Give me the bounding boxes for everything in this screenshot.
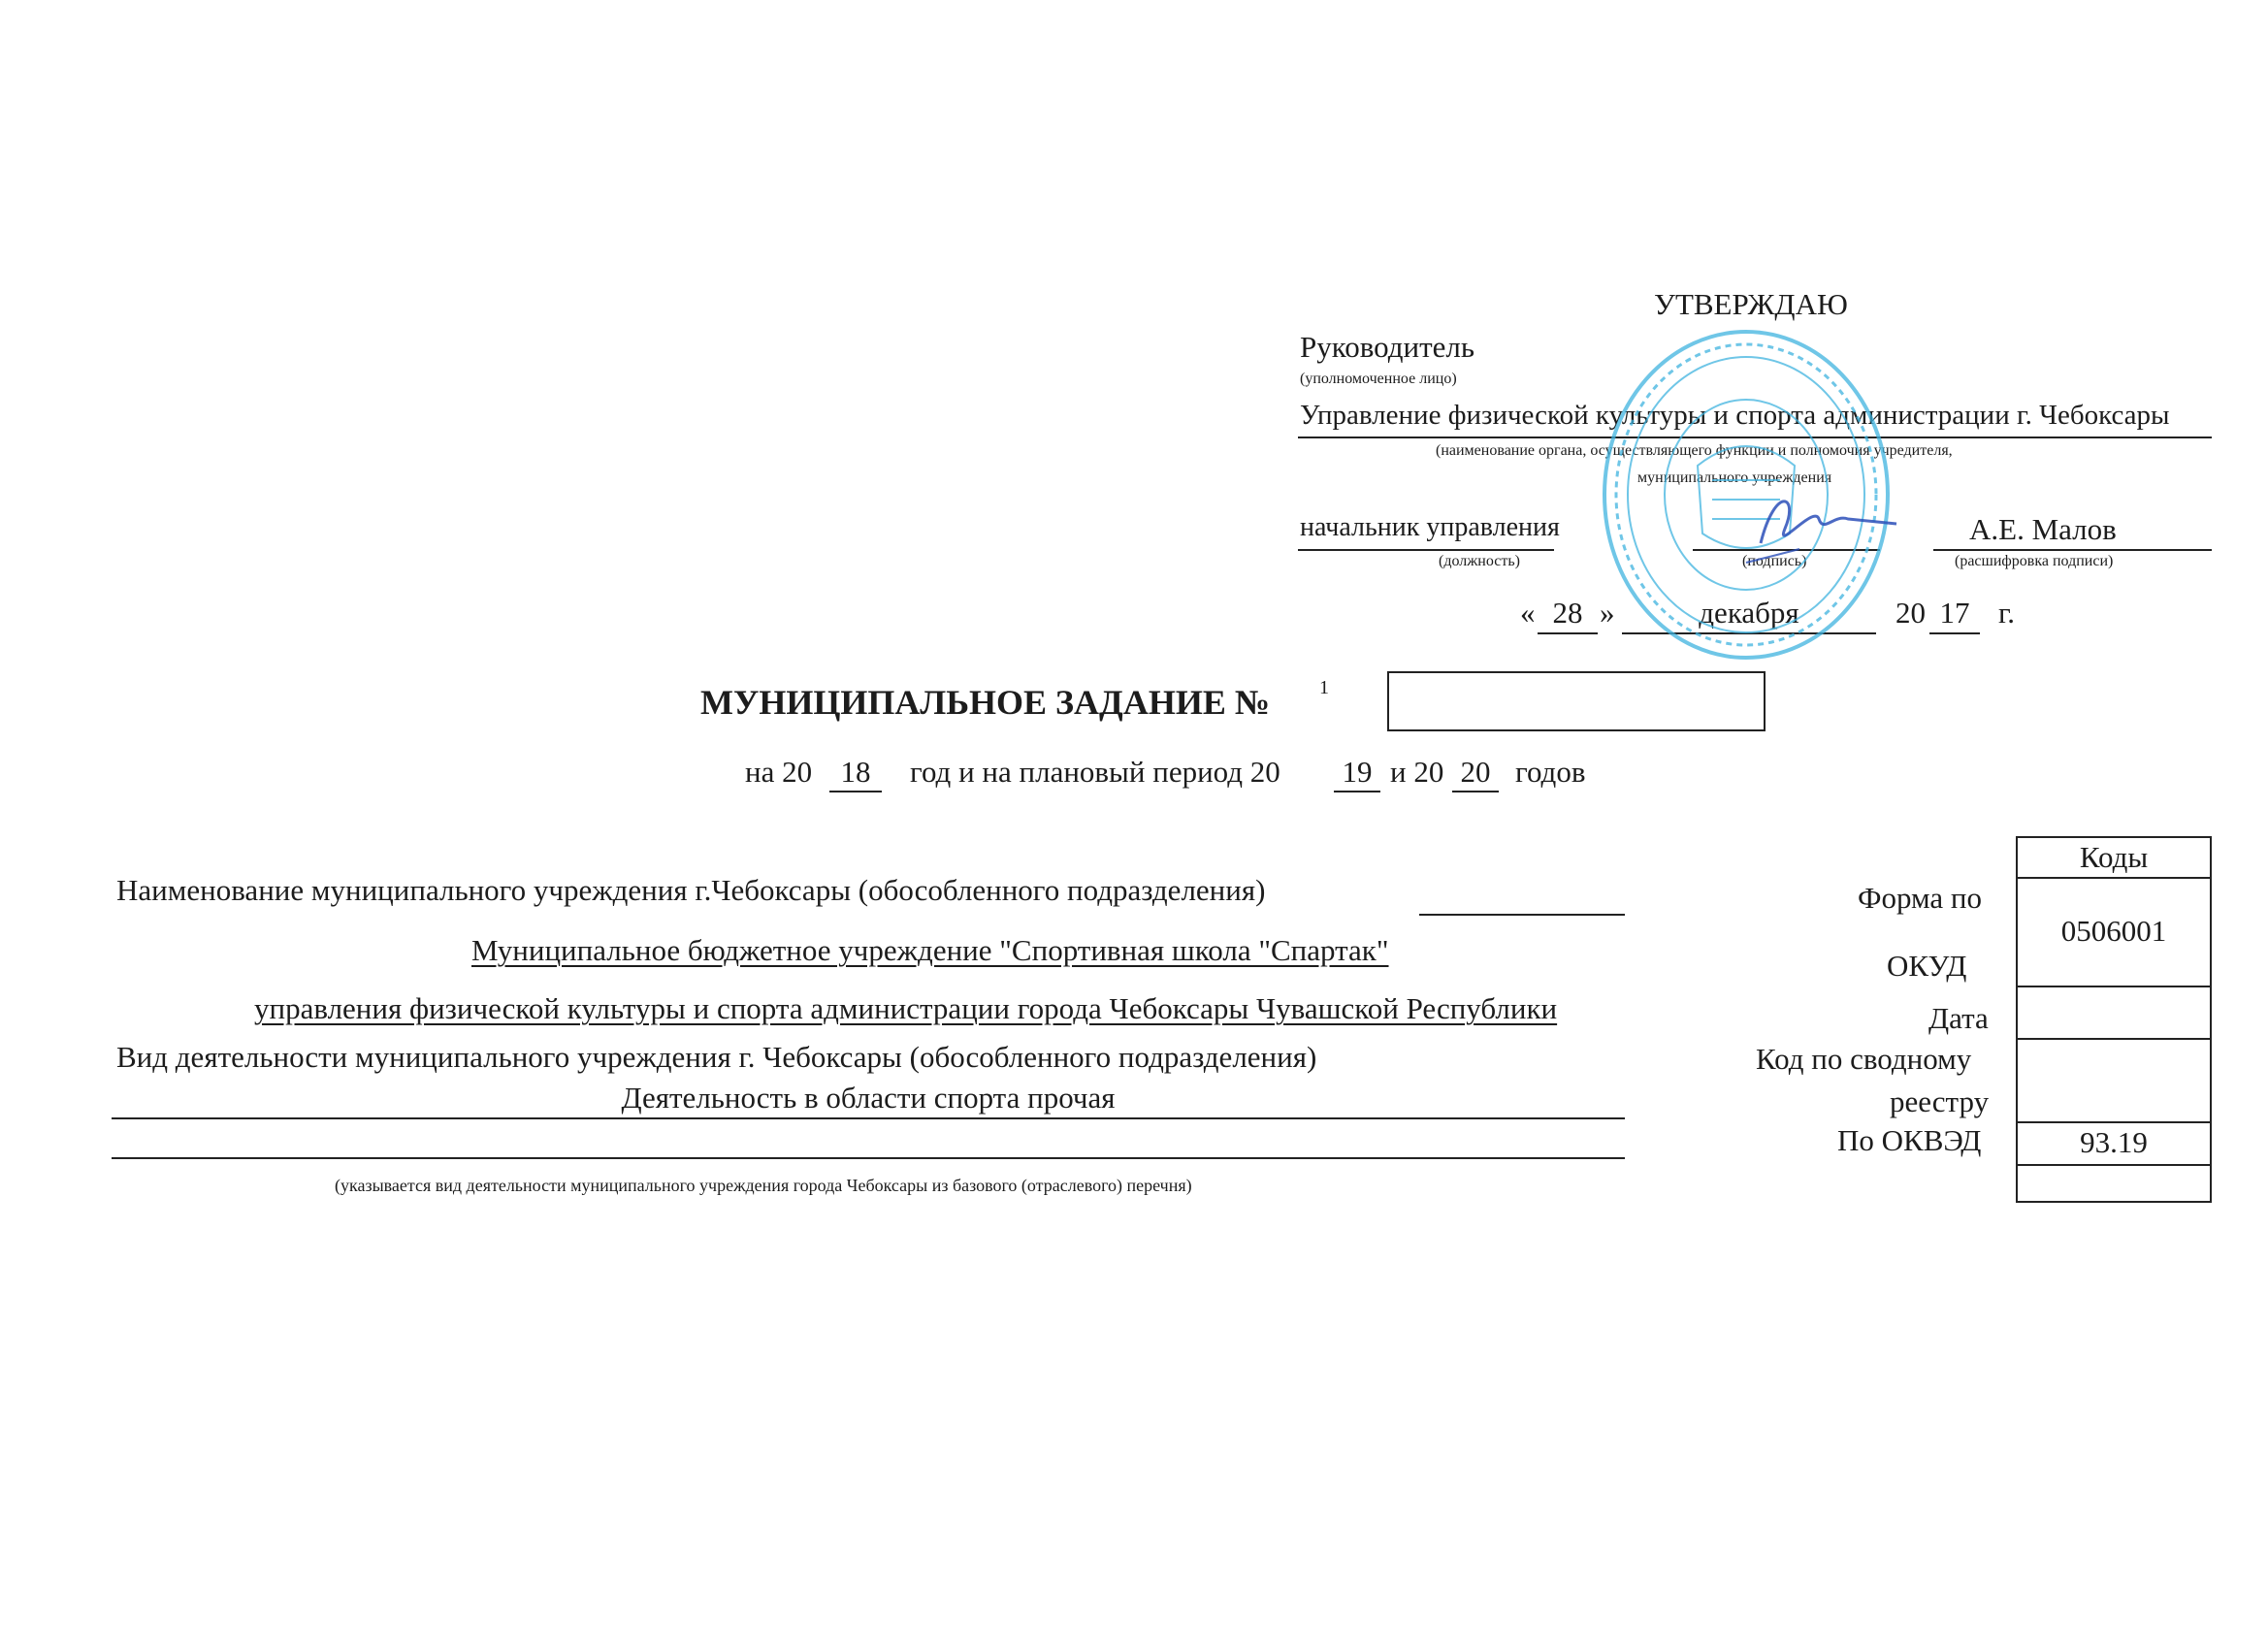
code-value-okud: 0506001 [2018,879,2210,987]
approval-organ-hint-2: муниципального учреждения [1637,469,1832,486]
code-label-okud-1: Форма по [1858,881,1983,915]
approval-signer-name: А.Е. Малов [1969,512,2117,546]
period-middle: год и на плановый период 20 [910,755,1280,789]
code-label-date: Дата [1928,1001,1989,1035]
code-label-okud-2: ОКУД [1887,949,1967,983]
document-title: МУНИЦИПАЛЬНОЕ ЗАДАНИЕ № [700,683,1271,722]
period-year1-line [829,791,882,792]
code-value-extra [2018,1166,2210,1201]
codes-table [2016,836,2212,1203]
approval-heading: УТВЕРЖДАЮ [1654,287,1848,321]
date-day-line [1538,632,1598,634]
approval-role: Руководитель [1300,330,1475,364]
period-year3: 20 [1460,755,1491,789]
code-label-registry-1: Код по сводному [1756,1042,1972,1076]
institution-name-line-2: управления физической культуры и спорта администрации города Чебоксары Чувашской Республики [254,991,1558,1025]
institution-name-line-1: Муниципальное бюджетное учреждение "Спортивная школа "Спартак" [471,933,1389,967]
institution-name-label-line [1419,914,1625,916]
date-month: декабря [1699,596,1799,630]
approval-position: начальник управления [1300,512,1560,542]
approval-organ-hint-1: (наименование органа, осуществляющего функции и полномочия учредителя, [1436,442,1953,459]
date-year-word: г. [1998,596,2015,630]
code-value-registry [2018,1040,2210,1123]
signature-hint: (подпись) [1742,553,1807,569]
date-open-quote: « [1520,596,1536,630]
institution-name-label: Наименование муниципального учреждения г.Чебоксары (обособленного подразделения) [116,873,1266,907]
date-year-line [1929,632,1980,634]
date-year-prefix: 20 [1895,596,1926,630]
period-and: и 20 [1390,755,1444,789]
activity-line-1 [112,1117,1625,1119]
period-year3-line [1452,791,1499,792]
period-year1: 18 [840,755,871,789]
activity-line-2 [112,1157,1625,1159]
title-footnote-mark: 1 [1319,677,1329,698]
activity-hint: (указывается вид деятельности муниципального учреждения города Чебоксары из базового (отраслевого) перечня) [335,1176,1192,1195]
period-year2-line [1334,791,1380,792]
code-label-okved: По ОКВЭД [1837,1123,1982,1157]
date-close-quote: » [1600,596,1615,630]
date-day: 28 [1552,596,1583,630]
code-value-date [2018,987,2210,1040]
period-year2: 19 [1342,755,1373,789]
official-seal-stamp [1591,320,1901,669]
date-year-suffix: 17 [1939,596,1970,630]
period-suffix: годов [1515,755,1586,789]
approval-organ: Управление физической культуры и спорта администрации г. Чебоксары [1300,400,2170,431]
decoding-hint: (расшифровка подписи) [1955,553,2114,569]
period-prefix: на 20 [745,755,813,789]
codes-header: Коды [2018,838,2210,879]
position-hint: (должность) [1439,553,1520,569]
position-line [1298,549,1554,551]
decoding-line [1933,549,2212,551]
activity-value: Деятельность в области спорта прочая [621,1081,1116,1115]
code-label-registry-2: реестру [1890,1084,1990,1118]
approval-role-hint: (уполномоченное лицо) [1300,371,1457,387]
activity-label: Вид деятельности муниципального учреждения г. Чебоксары (обособленного подразделения) [116,1040,1317,1074]
task-number-box [1387,671,1766,731]
code-value-okved: 93.19 [2018,1123,2210,1166]
